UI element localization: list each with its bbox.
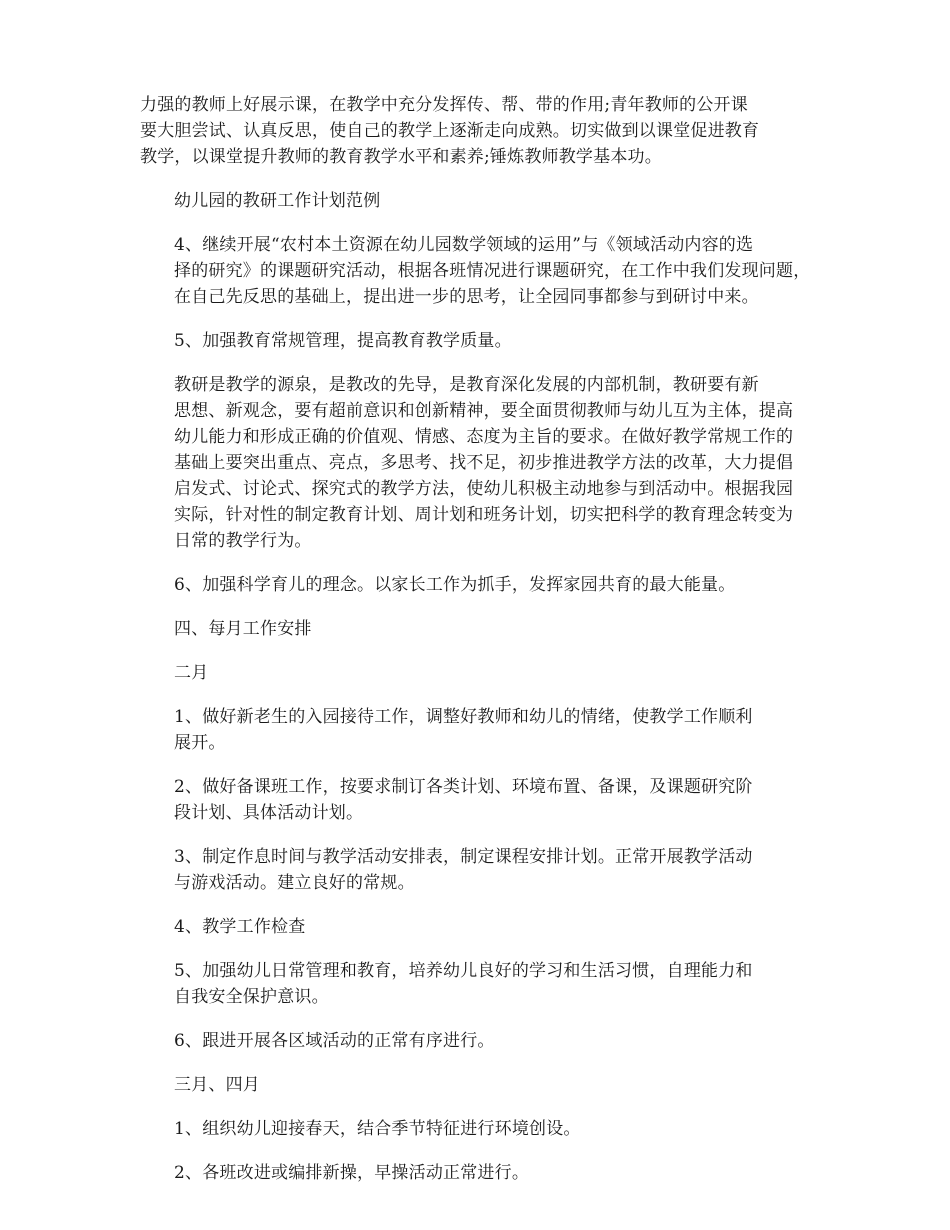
paragraph xyxy=(140,572,822,598)
paragraph-line: 与游戏活动。建立良好的常规。 xyxy=(174,873,415,893)
paragraph-line: 在自己先反思的基础上，提出进一步的思考，让全园同事都参与到研讨中来。 xyxy=(174,287,759,307)
paragraph-line: 1、组织幼儿迎接春天，结合季节特征进行环境创设。 xyxy=(174,1119,581,1139)
paragraph-line: 3、制定作息时间与教学活动安排表，制定课程安排计划。正常开展教学活动 xyxy=(174,847,753,867)
paragraph xyxy=(140,232,822,310)
paragraph-line: 6、跟进开展各区域活动的正常有序进行。 xyxy=(174,1031,495,1051)
paragraph xyxy=(140,616,822,642)
paragraph-line: 要大胆尝试、认真反思，使自己的教学上逐渐走向成熟。切实做到以课堂促进教育 xyxy=(140,121,760,141)
paragraph-line: 5、加强幼儿日常管理和教育，培养幼儿良好的学习和生活习惯，自理能力和 xyxy=(174,961,753,981)
paragraph-line: 自我安全保护意识。 xyxy=(174,987,329,1007)
document-body xyxy=(140,92,822,1186)
paragraph-line: 2、各班改进或编排新操，早操活动正常进行。 xyxy=(174,1163,530,1183)
paragraph-line: 启发式、讨论式、探究式的教学方法，使幼儿积极主动地参与到活动中。根据我园 xyxy=(174,479,794,499)
paragraph-line: 力强的教师上好展示课，在教学中充分发挥传、帮、带的作用;青年教师的公开课 xyxy=(140,95,748,115)
paragraph-line: 日常的教学行为。 xyxy=(174,531,312,551)
paragraph xyxy=(140,372,822,554)
paragraph-line: 1、做好新老生的入园接待工作，调整好教师和幼儿的情绪，使教学工作顺利 xyxy=(174,707,753,727)
paragraph-line: 思想、新观念，要有超前意识和创新精神，要全面贯彻教师与幼儿互为主体，提高 xyxy=(174,401,794,421)
paragraph xyxy=(140,704,822,756)
paragraph-line: 4、继续开展“农村本土资源在幼儿园数学领域的运用”与《领域活动内容的选 xyxy=(174,235,754,255)
paragraph-line: 6、加强科学育儿的理念。以家长工作为抓手，发挥家园共育的最大能量。 xyxy=(174,575,736,595)
paragraph-line: 幼儿能力和形成正确的价值观、情感、态度为主旨的要求。在做好教学常规工作的 xyxy=(174,427,794,447)
paragraph-line: 4、教学工作检查 xyxy=(174,917,306,937)
paragraph-line: 二月 xyxy=(174,663,209,683)
paragraph-line: 四、每月工作安排 xyxy=(174,619,312,639)
paragraph xyxy=(140,1116,822,1142)
paragraph-line: 三月、四月 xyxy=(174,1075,260,1095)
paragraph-line: 教研是教学的源泉，是教改的先导，是教育深化发展的内部机制，教研要有新 xyxy=(174,375,759,395)
paragraph xyxy=(140,844,822,896)
paragraph-line: 择的研究》的课题研究活动，根据各班情况进行课题研究，在工作中我们发现问题， xyxy=(174,261,811,281)
paragraph-line: 实际，针对性的制定教育计划、周计划和班务计划，切实把科学的教育理念转变为 xyxy=(174,505,794,525)
paragraph-line: 幼儿园的教研工作计划范例 xyxy=(174,191,381,211)
paragraph-line: 展开。 xyxy=(174,733,226,753)
paragraph xyxy=(140,774,822,826)
paragraph xyxy=(140,914,822,940)
paragraph-line: 段计划、具体活动计划。 xyxy=(174,803,364,823)
paragraph xyxy=(140,958,822,1010)
paragraph xyxy=(140,92,822,170)
paragraph xyxy=(140,1028,822,1054)
paragraph xyxy=(140,188,822,214)
paragraph-line: 5、加强教育常规管理，提高教育教学质量。 xyxy=(174,331,512,351)
paragraph-line: 基础上要突出重点、亮点，多思考、找不足，初步推进教学方法的改革，大力提倡 xyxy=(174,453,794,473)
paragraph-line: 教学，以课堂提升教师的教育教学水平和素养;锤炼教师教学基本功。 xyxy=(140,147,662,167)
paragraph xyxy=(140,1160,822,1186)
paragraph xyxy=(140,328,822,354)
paragraph xyxy=(140,660,822,686)
paragraph-line: 2、做好备课班工作，按要求制订各类计划、环境布置、备课，及课题研究阶 xyxy=(174,777,753,797)
paragraph xyxy=(140,1072,822,1098)
